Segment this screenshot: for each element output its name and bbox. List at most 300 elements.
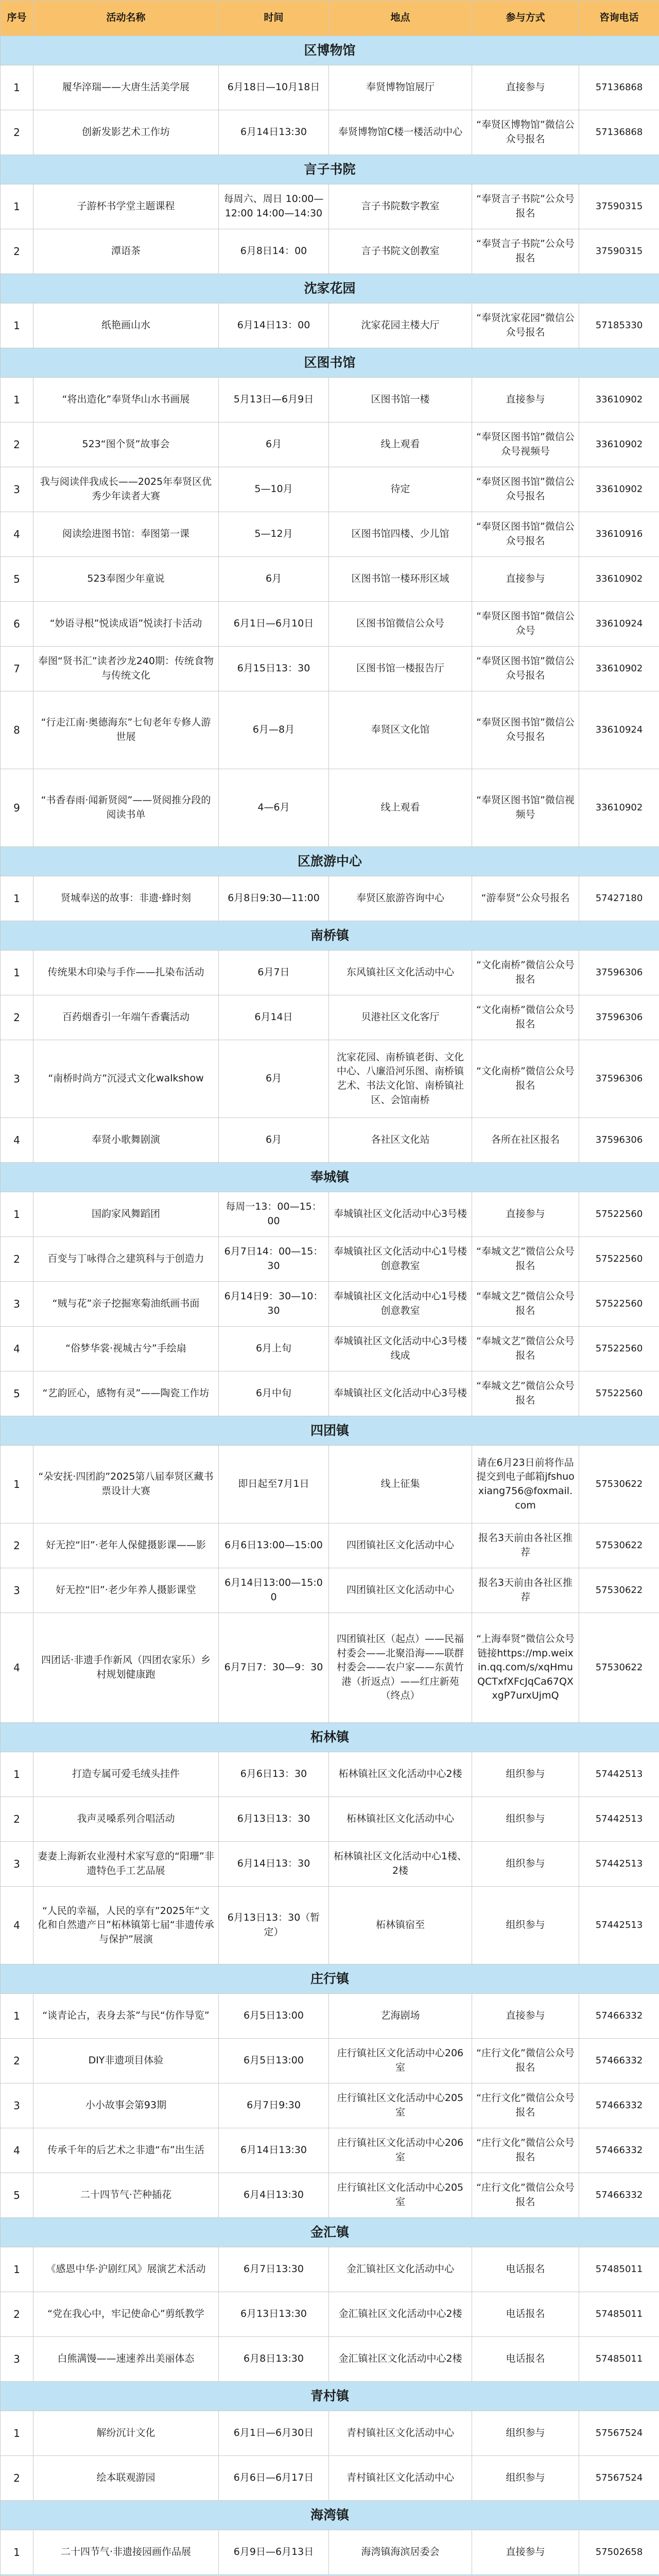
participation-method — [472, 1613, 579, 1723]
row-number-text: 9 — [13, 801, 20, 814]
event-name-text: 纸艳画山水 — [101, 319, 150, 331]
contact-phone — [579, 951, 659, 995]
event-location-text: 奉城镇社区文化活动中心3号楼 — [333, 1208, 467, 1220]
event-name — [33, 467, 219, 512]
table-row — [1, 1842, 659, 1887]
table-row — [1, 1994, 659, 2039]
participation-method-text: “奉城文艺”微信公众号报名 — [476, 1291, 575, 1316]
event-name-text: 国韵家风舞蹈团 — [91, 1208, 160, 1220]
row-number — [1, 951, 33, 995]
contact-phone-text: 57522560 — [595, 1208, 643, 1219]
row-number — [1, 876, 33, 921]
participation-method-text: “奉贤区博物馆”微信公众号报名 — [476, 119, 575, 145]
participation-method — [472, 2247, 579, 2292]
event-time-text: 6月6日13：30 — [240, 1768, 307, 1780]
participation-method — [472, 1523, 579, 1568]
event-location — [329, 1282, 472, 1327]
event-location-text: 言子书院文创教室 — [361, 245, 440, 257]
row-number-text: 2 — [13, 1011, 20, 1024]
section-header-row — [1, 847, 659, 876]
section-title: 区博物馆 — [1, 36, 659, 65]
event-name-text: 绘本联观游园 — [96, 2472, 155, 2484]
event-location-text: 线上观看 — [380, 438, 420, 450]
section-title: 奉城镇 — [1, 1163, 659, 1192]
participation-method-text: “奉城文艺”微信公众号报名 — [476, 1335, 575, 1361]
contact-phone — [579, 602, 659, 647]
event-location — [329, 769, 472, 847]
participation-method — [472, 2456, 579, 2501]
contact-phone — [579, 557, 659, 602]
table-row — [1, 2337, 659, 2382]
contact-phone-text: 37590315 — [595, 245, 643, 257]
row-number — [1, 512, 33, 557]
event-location-text: 奉城镇社区文化活动中心3号楼线成 — [333, 1335, 467, 1361]
contact-phone-text: 57522560 — [595, 1387, 643, 1399]
event-time-text: 4—6月 — [257, 802, 290, 814]
table-row — [1, 1282, 659, 1327]
row-number-text: 3 — [13, 1857, 20, 1870]
row-number — [1, 2247, 33, 2292]
event-name — [33, 1118, 219, 1163]
event-time-text: 6月中旬 — [255, 1387, 292, 1399]
event-name — [33, 1752, 219, 1797]
section-title: 区图书馆 — [1, 348, 659, 378]
event-location — [329, 1613, 472, 1723]
participation-method-text: “奉贤区图书馆”微信公众号报名 — [476, 521, 575, 547]
event-location — [329, 2128, 472, 2173]
row-number — [1, 1752, 33, 1797]
section-title: 言子书院 — [1, 155, 659, 184]
row-number — [1, 2411, 33, 2456]
participation-method-text: “奉贤区图书馆”微信公众号报名 — [476, 717, 575, 742]
participation-method — [472, 1371, 579, 1416]
table-body — [1, 36, 659, 2576]
table-row — [1, 229, 659, 274]
row-number — [1, 1613, 33, 1723]
contact-phone-text: 57466332 — [595, 2055, 643, 2066]
event-name — [33, 1192, 219, 1237]
event-time-text: 6月 — [265, 573, 282, 585]
participation-method-text: 请在6月23日前将作品提交到电子邮箱jfshuoxiang756@foxmail.com — [476, 1456, 575, 1511]
event-name — [33, 1887, 219, 1964]
contact-phone-text: 57567524 — [595, 2472, 643, 2483]
event-location-text: 奉贤博物馆展厅 — [366, 81, 435, 93]
event-location — [329, 647, 472, 691]
section-header-row — [1, 36, 659, 65]
contact-phone-text: 33610916 — [595, 528, 643, 539]
section-header-row — [1, 2218, 659, 2247]
event-time — [219, 2173, 329, 2218]
event-name — [33, 110, 219, 155]
participation-method — [472, 557, 579, 602]
table-row — [1, 1040, 659, 1118]
event-time-text: 6月—8月 — [252, 724, 295, 736]
section-header-row — [1, 274, 659, 303]
contact-phone — [579, 1446, 659, 1523]
event-time — [219, 512, 329, 557]
event-location-text: 线上观看 — [380, 802, 420, 814]
contact-phone — [579, 1371, 659, 1416]
event-time — [219, 691, 329, 769]
participation-method — [472, 2337, 579, 2382]
row-number — [1, 2039, 33, 2083]
contact-phone — [579, 2292, 659, 2337]
event-name-text: 我与阅读伴我成长——2025年奉贤区优秀少年读者大赛 — [40, 476, 212, 502]
event-name — [33, 1797, 219, 1842]
column-header-location: 地点 — [329, 1, 472, 36]
contact-phone-text: 57485011 — [595, 2263, 643, 2275]
table-row — [1, 1568, 659, 1613]
participation-method-text: 组织参与 — [506, 2427, 545, 2439]
event-time — [219, 2039, 329, 2083]
participation-method — [472, 2128, 579, 2173]
contact-phone-text: 33610902 — [595, 663, 643, 674]
participation-method-text: 各所在社区报名 — [491, 1134, 560, 1146]
event-location-text: 四团镇社区（起点）——民福村委会——北聚沿海——联群村委会——农户家——东黄竹港（折返点）——红庄新苑（终点） — [336, 1633, 464, 1702]
event-time — [219, 2083, 329, 2128]
event-name-text: 传统果木印染与手作——扎染布活动 — [47, 967, 204, 978]
event-location — [329, 1797, 472, 1842]
contact-phone-text: 37596306 — [595, 1134, 643, 1145]
event-time — [219, 1523, 329, 1568]
event-name — [33, 1040, 219, 1118]
event-time-text: 6月6日—6月17日 — [233, 2472, 314, 2484]
event-time-text: 5月13日—6月9日 — [233, 394, 314, 405]
table-row — [1, 2456, 659, 2501]
participation-method-text: “庄行文化”微信公众号报名 — [476, 2182, 575, 2208]
event-location — [329, 2530, 472, 2575]
table-row — [1, 303, 659, 348]
event-name-text: 子游杯书学堂主题课程 — [77, 200, 175, 212]
row-number-text: 2 — [13, 126, 20, 139]
event-name — [33, 602, 219, 647]
participation-method-text: 组织参与 — [506, 1768, 545, 1780]
contact-phone-text: 33610902 — [595, 573, 643, 584]
contact-phone-text: 57427180 — [595, 892, 643, 904]
event-location — [329, 602, 472, 647]
event-name — [33, 1568, 219, 1613]
participation-method-text: “奉贤沈家花园”微信公众号报名 — [476, 312, 575, 338]
table-row — [1, 2247, 659, 2292]
contact-phone-text: 37596306 — [595, 1073, 643, 1084]
event-time — [219, 1752, 329, 1797]
event-location-text: 贝港社区文化客厅 — [361, 1011, 440, 1023]
event-time — [219, 769, 329, 847]
contact-phone-text: 57530622 — [595, 1584, 643, 1596]
contact-phone — [579, 769, 659, 847]
contact-phone — [579, 2128, 659, 2173]
event-name-text: 白熊满馒——速速养出美丽体态 — [57, 2353, 195, 2365]
row-number — [1, 467, 33, 512]
event-location-text: 柘林镇社区文化活动中心1楼、2楼 — [333, 1851, 467, 1876]
contact-phone — [579, 1237, 659, 1282]
table-row — [1, 65, 659, 110]
contact-phone — [579, 1192, 659, 1237]
event-location — [329, 1568, 472, 1613]
event-location-text: 线上征集 — [380, 1478, 420, 1490]
event-name — [33, 995, 219, 1040]
event-location-text: 沈家花园主楼大厅 — [361, 319, 440, 331]
event-location-text: 海湾镇海滨居委会 — [361, 2546, 440, 2558]
participation-method — [472, 1327, 579, 1371]
event-location — [329, 1842, 472, 1887]
participation-method — [472, 769, 579, 847]
participation-method — [472, 2530, 579, 2575]
event-name-text: 523“图个贤”故事会 — [82, 438, 170, 450]
participation-method-text: 直接参与 — [506, 1208, 545, 1220]
row-number-text: 2 — [13, 438, 20, 451]
event-location-text: 柘林镇社区文化活动中心 — [346, 1813, 454, 1825]
event-name-text: 履华淬瑞——大唐生活美学展 — [62, 81, 189, 93]
event-name — [33, 951, 219, 995]
section-header-row — [1, 1416, 659, 1446]
event-location-text: 区图书馆一楼环形区域 — [351, 573, 449, 585]
row-number — [1, 1523, 33, 1568]
section-title: 沈家花园 — [1, 274, 659, 303]
contact-phone-text: 33610924 — [595, 724, 643, 735]
contact-phone-text: 57185330 — [595, 319, 643, 331]
event-location — [329, 229, 472, 274]
event-location — [329, 1192, 472, 1237]
event-name-text: “将出造化”奉贤华山水书画展 — [62, 394, 190, 405]
event-name — [33, 1523, 219, 1568]
contact-phone — [579, 512, 659, 557]
section-title: 庄行镇 — [1, 1964, 659, 1994]
event-location-text: 四团镇社区文化活动中心 — [346, 1584, 454, 1596]
event-location-text: 奉贤区旅游咨询中心 — [356, 892, 444, 904]
table-row — [1, 1192, 659, 1237]
section-header-row — [1, 1723, 659, 1752]
table-row — [1, 1797, 659, 1842]
row-number — [1, 1797, 33, 1842]
contact-phone — [579, 2083, 659, 2128]
row-number-text: 1 — [13, 1768, 20, 1781]
event-time — [219, 184, 329, 229]
event-time — [219, 876, 329, 921]
event-location-text: 奉贤博物馆C楼一楼活动中心 — [338, 126, 463, 138]
contact-phone — [579, 2337, 659, 2382]
event-location — [329, 1446, 472, 1523]
event-location-text: 奉城镇社区文化活动中心1号楼创意教室 — [333, 1291, 467, 1316]
contact-phone-text: 57502658 — [595, 2546, 643, 2557]
event-time-text: 6月15日13：30 — [237, 663, 310, 674]
participation-method — [472, 422, 579, 467]
event-name-text: “党在我心中，牢记使命心”剪纸教学 — [47, 2308, 204, 2320]
event-time-text: 6月7日14：00—15：30 — [224, 1246, 323, 1272]
participation-method-text: 组织参与 — [506, 1813, 545, 1825]
event-time-text: 6月4日13:30 — [244, 2189, 304, 2201]
participation-method-text: “奉城文艺”微信公众号报名 — [476, 1380, 575, 1406]
event-location — [329, 467, 472, 512]
contact-phone — [579, 378, 659, 422]
participation-method — [472, 995, 579, 1040]
event-name-text: 创新发影艺术工作坊 — [81, 126, 170, 138]
event-name — [33, 2039, 219, 2083]
table-row — [1, 512, 659, 557]
row-number — [1, 1568, 33, 1613]
participation-method-text: “文化南桥”微信公众号报名 — [476, 959, 575, 985]
event-name-text: 打造专属可爱毛绒头挂件 — [72, 1768, 180, 1780]
event-time — [219, 602, 329, 647]
event-name — [33, 2337, 219, 2382]
event-time — [219, 1887, 329, 1964]
participation-method — [472, 602, 579, 647]
event-time — [219, 1797, 329, 1842]
section-title: 区旅游中心 — [1, 847, 659, 876]
event-location — [329, 1994, 472, 2039]
event-name — [33, 303, 219, 348]
event-location — [329, 876, 472, 921]
event-time — [219, 995, 329, 1040]
event-name-text: 百药烟香引一年端午香囊活动 — [62, 1011, 189, 1023]
participation-method — [472, 1797, 579, 1842]
participation-method — [472, 110, 579, 155]
table-row — [1, 378, 659, 422]
event-location-text: 庄行镇社区文化活动中心206室 — [337, 2047, 464, 2073]
event-location-text: 区图书馆一楼报告厅 — [356, 663, 444, 674]
event-time-text: 6月14日13:30 — [240, 126, 307, 138]
contact-phone-text: 33610902 — [595, 802, 643, 813]
participation-method-text: “奉贤区图书馆”微信公众号 — [476, 611, 575, 636]
event-location-text: 各社区文化站 — [371, 1134, 430, 1146]
contact-phone-text: 57466332 — [595, 2189, 643, 2200]
column-header-no: 序号 — [1, 1, 33, 36]
event-time — [219, 1842, 329, 1887]
event-time-text: 6月6日13:00—15:00 — [224, 1539, 323, 1551]
row-number — [1, 1994, 33, 2039]
table-row — [1, 557, 659, 602]
contact-phone — [579, 995, 659, 1040]
event-location-text: 奉城镇社区文化活动中心3号楼 — [333, 1387, 467, 1399]
event-location — [329, 303, 472, 348]
contact-phone — [579, 2411, 659, 2456]
event-name-text: “南桥时尚方”沉浸式文化walkshow — [48, 1073, 204, 1084]
event-time — [219, 2411, 329, 2456]
event-name — [33, 2530, 219, 2575]
participation-method-text: “奉贤言子书院”公众号报名 — [476, 238, 575, 264]
event-time — [219, 557, 329, 602]
contact-phone — [579, 1523, 659, 1568]
event-location-text: 区图书馆四楼、少儿馆 — [351, 528, 449, 540]
row-number-text: 2 — [13, 1539, 20, 1552]
event-location-text: 庄行镇社区文化活动中心206室 — [337, 2137, 464, 2163]
event-name — [33, 1842, 219, 1887]
event-time — [219, 303, 329, 348]
table-row — [1, 1327, 659, 1371]
event-time — [219, 2247, 329, 2292]
event-time — [219, 2292, 329, 2337]
event-time-text: 6月8日14：00 — [240, 245, 307, 257]
participation-method-text: 组织参与 — [506, 2472, 545, 2484]
row-number-text: 1 — [13, 892, 20, 905]
row-number-text: 2 — [13, 1252, 20, 1265]
event-location — [329, 1327, 472, 1371]
row-number — [1, 691, 33, 769]
contact-phone — [579, 1613, 659, 1723]
section-header-row — [1, 921, 659, 951]
participation-method-text: 电话报名 — [506, 2263, 545, 2275]
contact-phone-text: 33610924 — [595, 618, 643, 629]
event-name-text: 小小故事会第93期 — [85, 2099, 167, 2111]
event-name — [33, 1327, 219, 1371]
event-time — [219, 2456, 329, 2501]
row-number-text: 4 — [13, 1133, 20, 1146]
event-time-text: 6月1日—6月30日 — [233, 2427, 314, 2439]
table-row — [1, 1887, 659, 1964]
event-name-text: 传承千年的后艺术之非遗“布”出生活 — [47, 2144, 204, 2156]
contact-phone — [579, 647, 659, 691]
event-location-text: 言子书院数字教室 — [361, 200, 440, 212]
event-name-text: 二十四节气·非遗接园画作品展 — [60, 2546, 192, 2558]
section-title: 金汇镇 — [1, 2218, 659, 2247]
table-row — [1, 1371, 659, 1416]
event-name — [33, 2411, 219, 2456]
contact-phone — [579, 2173, 659, 2218]
event-time-text: 6月5日13:00 — [244, 2055, 304, 2066]
contact-phone — [579, 65, 659, 110]
row-number-text: 2 — [13, 2471, 20, 2484]
section-title: 海湾镇 — [1, 2501, 659, 2530]
contact-phone-text: 57522560 — [595, 1298, 643, 1309]
table-row — [1, 647, 659, 691]
table-header-row — [1, 1, 659, 36]
row-number — [1, 557, 33, 602]
row-number — [1, 2128, 33, 2173]
participation-method-text: 组织参与 — [506, 1919, 545, 1931]
row-number-text: 1 — [13, 393, 20, 406]
participation-method — [472, 691, 579, 769]
event-location-text: 区图书馆微信公众号 — [356, 618, 444, 630]
participation-method — [472, 65, 579, 110]
event-location — [329, 110, 472, 155]
row-number-text: 7 — [13, 662, 20, 675]
event-time — [219, 229, 329, 274]
event-name-text: 好无控“旧”·老少年养人摄影课堂 — [56, 1584, 196, 1596]
event-name — [33, 1371, 219, 1416]
contact-phone-text: 57522560 — [595, 1343, 643, 1354]
contact-phone — [579, 1568, 659, 1613]
event-time-text: 6月7日7：30—9：30 — [224, 1662, 323, 1673]
row-number — [1, 1237, 33, 1282]
contact-phone-text: 57567524 — [595, 2427, 643, 2438]
row-number — [1, 2530, 33, 2575]
contact-phone — [579, 1752, 659, 1797]
event-name — [33, 647, 219, 691]
table-row — [1, 876, 659, 921]
event-time-text: 6月8日9:30—11:00 — [228, 892, 320, 904]
contact-phone — [579, 1887, 659, 1964]
participation-method — [472, 647, 579, 691]
row-number-text: 5 — [13, 1387, 20, 1400]
participation-method — [472, 2039, 579, 2083]
event-name — [33, 65, 219, 110]
event-location-text: 金汇镇社区文化活动中心 — [346, 2263, 454, 2275]
row-number-text: 2 — [13, 1812, 20, 1825]
event-name — [33, 1237, 219, 1282]
row-number — [1, 647, 33, 691]
contact-phone — [579, 2039, 659, 2083]
contact-phone — [579, 1282, 659, 1327]
event-name — [33, 2456, 219, 2501]
row-number — [1, 184, 33, 229]
contact-phone — [579, 467, 659, 512]
contact-phone-text: 57442513 — [595, 1813, 643, 1824]
row-number — [1, 1040, 33, 1118]
contact-phone-text: 57530622 — [595, 1539, 643, 1551]
event-time-text: 6月7日9:30 — [247, 2099, 301, 2111]
event-time-text: 6月7日 — [257, 967, 290, 978]
event-name-text: DIY非遗项目体验 — [88, 2055, 164, 2066]
